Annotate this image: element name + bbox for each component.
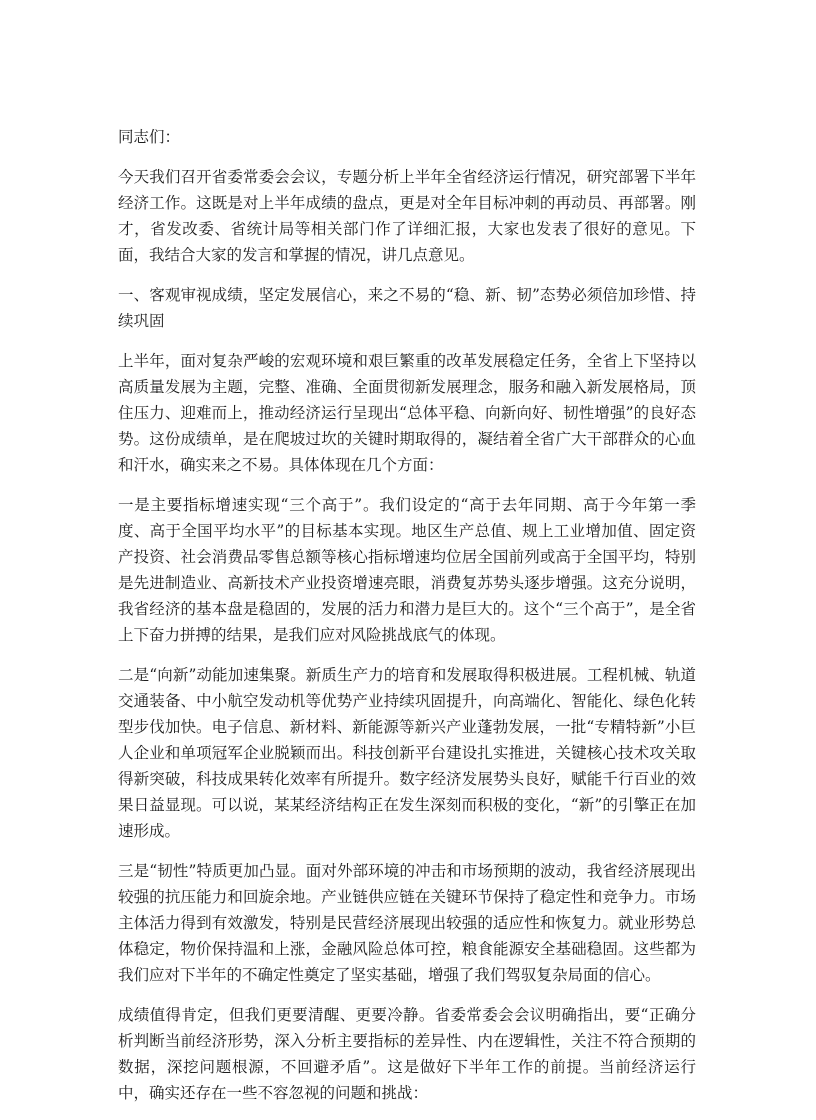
paragraph-first-half-overview: 上半年，面对复杂严峻的宏观环境和艰巨繁重的改革发展稳定任务，全省上下坚持以高质量发展为主题，完整、准确、全面贯彻新发展理念，服务和融入新发展格局，顶住压力、迎难而上，推动经济运行呈现出“总体平稳、向新向好、韧性增强”的良好态势。这份成绩单，是在爬坡过坎的关键时期取得的，凝结着全省广大干部群众的心血和汗水，确实来之不易。具体体现在几个方面： (118, 352, 696, 474)
paragraph-point-three: 三是“韧性”特质更加凸显。面对外部环境的冲击和市场预期的波动，我省经济展现出较强的抗压能力和回旋余地。产业链供应链在关键环节保持了稳定性和竞争力。市场主体活力得到有效激发，特别是民营经济展现出较强的适应性和恢复力。就业形势总体稳定，物价保持温和上涨，金融风险总体可控，粮食能源安全基础稳固。这些都为我们应对下半年的不确定性奠定了坚实基础，增强了我们驾驭复杂局面的信心。 (118, 862, 696, 984)
paragraph-challenges: 成绩值得肯定，但我们更要清醒、更要冷静。省委常委会会议明确指出，要“正确分析判断当前经济形势，深入分析主要指标的差异性、内在逻辑性，关注不符合预期的数据，深挖问题根源，不回避矛盾”。这是做好下半年工作的前提。当前经济运行中，确实还存在一些不容忽视的问题和挑战： (118, 1006, 696, 1102)
section-heading-1: 一、客观审视成绩，坚定发展信心，来之不易的“稳、新、韧”态势必须倍加珍惜、持续巩固 (118, 286, 696, 330)
salutation: 同志们： (118, 128, 181, 146)
paragraph-intro: 今天我们召开省委常委会会议，专题分析上半年全省经济运行情况，研究部署下半年经济工作。这既是对上半年成绩的盘点，更是对全年目标冲刺的再动员、再部署。刚才，省发改委、省统计局等相关部门作了详细汇报，大家也发表了很好的意见。下面，我结合大家的发言和掌握的情况，讲几点意见。 (118, 168, 696, 264)
document-page (118, 124, 696, 1120)
paragraph-point-two: 二是“向新”动能加速集聚。新质生产力的培育和发展取得积极进展。工程机械、轨道交通装备、中小航空发动机等优势产业持续巩固提升，向高端化、智能化、绿色化转型步伐加快。电子信息、新材料、新能源等新兴产业蓬勃发展，一批“专精特新”小巨人企业和单项冠军企业脱颖而出。科技创新平台建设扎实推进，关键核心技术攻关取得新突破，科技成果转化效率有所提升。数字经济发展势头良好，赋能千行百业的效果日益显现。可以说，某某经济结构正在发生深刻而积极的变化，“新”的引擎正在加速形成。 (118, 666, 696, 840)
paragraph-point-one: 一是主要指标增速实现“三个高于”。我们设定的“高于去年同期、高于今年第一季度、高于全国平均水平”的目标基本实现。地区生产总值、规上工业增加值、固定资产投资、社会消费品零售总额等核心指标增速均位居全国前列或高于全国平均，特别是先进制造业、高新技术产业投资增速亮眼，消费复苏势头逐步增强。这充分说明，我省经济的基本盘是稳固的，发展的活力和潜力是巨大的。这个“三个高于”，是全省上下奋力拼搏的结果，是我们应对风险挑战底气的体现。 (118, 496, 696, 644)
